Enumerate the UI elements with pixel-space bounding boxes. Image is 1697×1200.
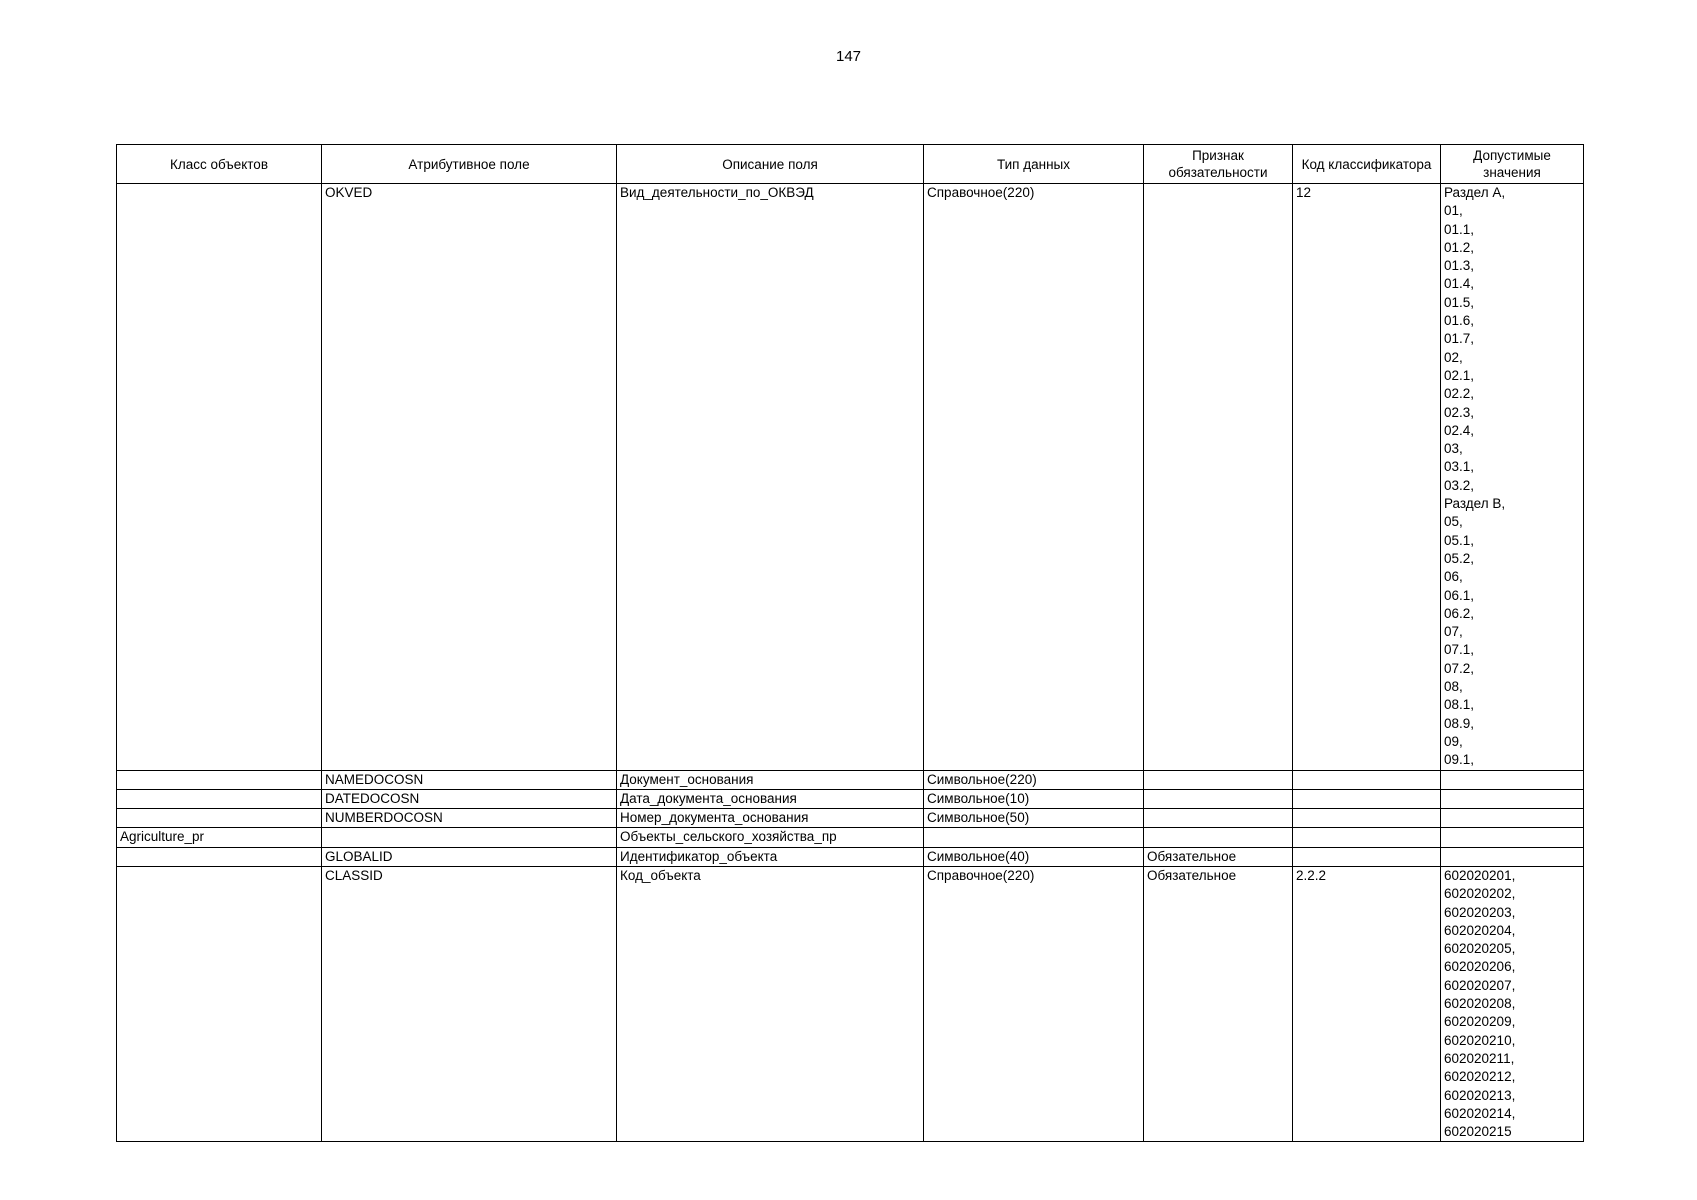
- allowed-value: 07.1,: [1444, 642, 1475, 658]
- cell-field: NAMEDOCOSN: [322, 770, 617, 789]
- allowed-value: 03.1,: [1444, 459, 1475, 475]
- allowed-value: 602020215: [1444, 1124, 1512, 1140]
- cell-required: [1144, 809, 1293, 828]
- cell-required: [1144, 828, 1293, 847]
- cell-field: [322, 828, 617, 847]
- allowed-value: 06,: [1444, 569, 1463, 585]
- allowed-value: 01,: [1444, 203, 1463, 219]
- cell-description: Код_объекта: [617, 866, 924, 1141]
- cell-description: Номер_документа_основания: [617, 809, 924, 828]
- cell-allowed-values: [1441, 789, 1584, 808]
- cell-code: 12: [1293, 184, 1441, 771]
- cell-allowed-values: [1441, 184, 1584, 771]
- allowed-value: 602020210,: [1444, 1032, 1516, 1048]
- cell-allowed-values: [1441, 770, 1584, 789]
- cell-description: Документ_основания: [617, 770, 924, 789]
- cell-class: [117, 866, 322, 1141]
- cell-code: [1293, 847, 1441, 866]
- cell-description: Идентификатор_объекта: [617, 847, 924, 866]
- allowed-value: 602020208,: [1444, 996, 1516, 1012]
- cell-type: Символьное(220): [924, 770, 1144, 789]
- table-row: [117, 828, 1584, 847]
- table-row: [117, 847, 1584, 866]
- page-number: 147: [835, 48, 862, 65]
- allowed-value: 602020202,: [1444, 886, 1516, 902]
- allowed-value: 602020201,: [1444, 867, 1516, 883]
- header-description: Описание поля: [617, 145, 924, 184]
- cell-class: [117, 184, 322, 771]
- allowed-value: 01.4,: [1444, 276, 1475, 292]
- cell-required: Обязательное: [1144, 847, 1293, 866]
- allowed-value: Раздел A,: [1444, 185, 1506, 200]
- table-row: [117, 866, 1584, 1141]
- allowed-value: 07.2,: [1444, 660, 1475, 676]
- allowed-value: 05,: [1444, 514, 1463, 530]
- allowed-value: 06.2,: [1444, 605, 1475, 621]
- allowed-value: 01.3,: [1444, 258, 1475, 274]
- allowed-value: 08.1,: [1444, 697, 1475, 713]
- allowed-value: 01.7,: [1444, 331, 1475, 347]
- cell-code: [1293, 789, 1441, 808]
- table-header-row: [117, 145, 1584, 184]
- allowed-value: 01.5,: [1444, 294, 1475, 310]
- allowed-value: 02.3,: [1444, 404, 1475, 420]
- allowed-value: Раздел B,: [1444, 496, 1506, 512]
- allowed-value: 02.1,: [1444, 367, 1475, 383]
- allowed-value: 602020212,: [1444, 1069, 1516, 1085]
- allowed-value: 602020209,: [1444, 1014, 1516, 1030]
- allowed-value: 02,: [1444, 349, 1463, 365]
- allowed-value: 08.9,: [1444, 715, 1475, 731]
- cell-class: [117, 789, 322, 808]
- allowed-value: 602020206,: [1444, 959, 1516, 975]
- cell-class: [117, 809, 322, 828]
- cell-allowed-values: [1441, 847, 1584, 866]
- cell-description: Объекты_сельского_хозяйства_пр: [617, 828, 924, 847]
- allowed-value: 602020214,: [1444, 1105, 1516, 1121]
- cell-required: [1144, 770, 1293, 789]
- allowed-value: 602020211,: [1444, 1050, 1515, 1066]
- table-row: [117, 770, 1584, 789]
- cell-description: Дата_документа_основания: [617, 789, 924, 808]
- header-field: Атрибутивное поле: [322, 145, 617, 184]
- allowed-value: 602020213,: [1444, 1087, 1516, 1103]
- cell-code: [1293, 828, 1441, 847]
- allowed-value: 602020204,: [1444, 922, 1516, 938]
- cell-type: Справочное(220): [924, 866, 1144, 1141]
- header-required: Признак обязательности: [1144, 145, 1293, 184]
- cell-field: OKVED: [322, 184, 617, 771]
- attribute-table: [116, 144, 1584, 1142]
- cell-required: [1144, 184, 1293, 771]
- allowed-value: 08,: [1444, 679, 1463, 695]
- allowed-value: 03,: [1444, 441, 1463, 457]
- cell-type: Символьное(40): [924, 847, 1144, 866]
- allowed-value: 01.2,: [1444, 239, 1475, 255]
- cell-field: GLOBALID: [322, 847, 617, 866]
- table-row: [117, 809, 1584, 828]
- table-row: [117, 789, 1584, 808]
- cell-type: Символьное(50): [924, 809, 1144, 828]
- cell-field: NUMBERDOCOSN: [322, 809, 617, 828]
- allowed-value: 05.1,: [1444, 532, 1475, 548]
- allowed-value: 09,: [1444, 733, 1463, 749]
- allowed-value: 03.2,: [1444, 477, 1475, 493]
- cell-code: 2.2.2: [1293, 866, 1441, 1141]
- cell-type: Символьное(10): [924, 789, 1144, 808]
- allowed-value: 06.1,: [1444, 587, 1475, 603]
- allowed-value: 05.2,: [1444, 550, 1475, 566]
- allowed-value: 01.6,: [1444, 313, 1475, 329]
- cell-allowed-values: [1441, 828, 1584, 847]
- allowed-value: 602020207,: [1444, 977, 1516, 993]
- allowed-value: 02.4,: [1444, 422, 1475, 438]
- cell-field: CLASSID: [322, 866, 617, 1141]
- cell-field: DATEDOCOSN: [322, 789, 617, 808]
- cell-class: [117, 770, 322, 789]
- cell-required: [1144, 789, 1293, 808]
- cell-type: Справочное(220): [924, 184, 1144, 771]
- header-values: Допустимые значения: [1441, 145, 1584, 184]
- header-class: Класс объектов: [117, 145, 322, 184]
- allowed-value: 01.1,: [1444, 221, 1475, 237]
- cell-code: [1293, 809, 1441, 828]
- cell-required: Обязательное: [1144, 866, 1293, 1141]
- allowed-value: 602020203,: [1444, 904, 1516, 920]
- cell-description: Вид_деятельности_по_ОКВЭД: [617, 184, 924, 771]
- table-row: [117, 184, 1584, 771]
- cell-class: [117, 847, 322, 866]
- cell-type: [924, 828, 1144, 847]
- cell-allowed-values: [1441, 809, 1584, 828]
- cell-code: [1293, 770, 1441, 789]
- cell-class: Agriculture_pr: [117, 828, 322, 847]
- allowed-value: 02.2,: [1444, 386, 1475, 402]
- header-type: Тип данных: [924, 145, 1144, 184]
- allowed-value: 09.1,: [1444, 752, 1475, 768]
- cell-allowed-values: [1441, 866, 1584, 1141]
- header-code: Код классификатора: [1293, 145, 1441, 184]
- allowed-value: 07,: [1444, 624, 1463, 640]
- allowed-value: 602020205,: [1444, 941, 1516, 957]
